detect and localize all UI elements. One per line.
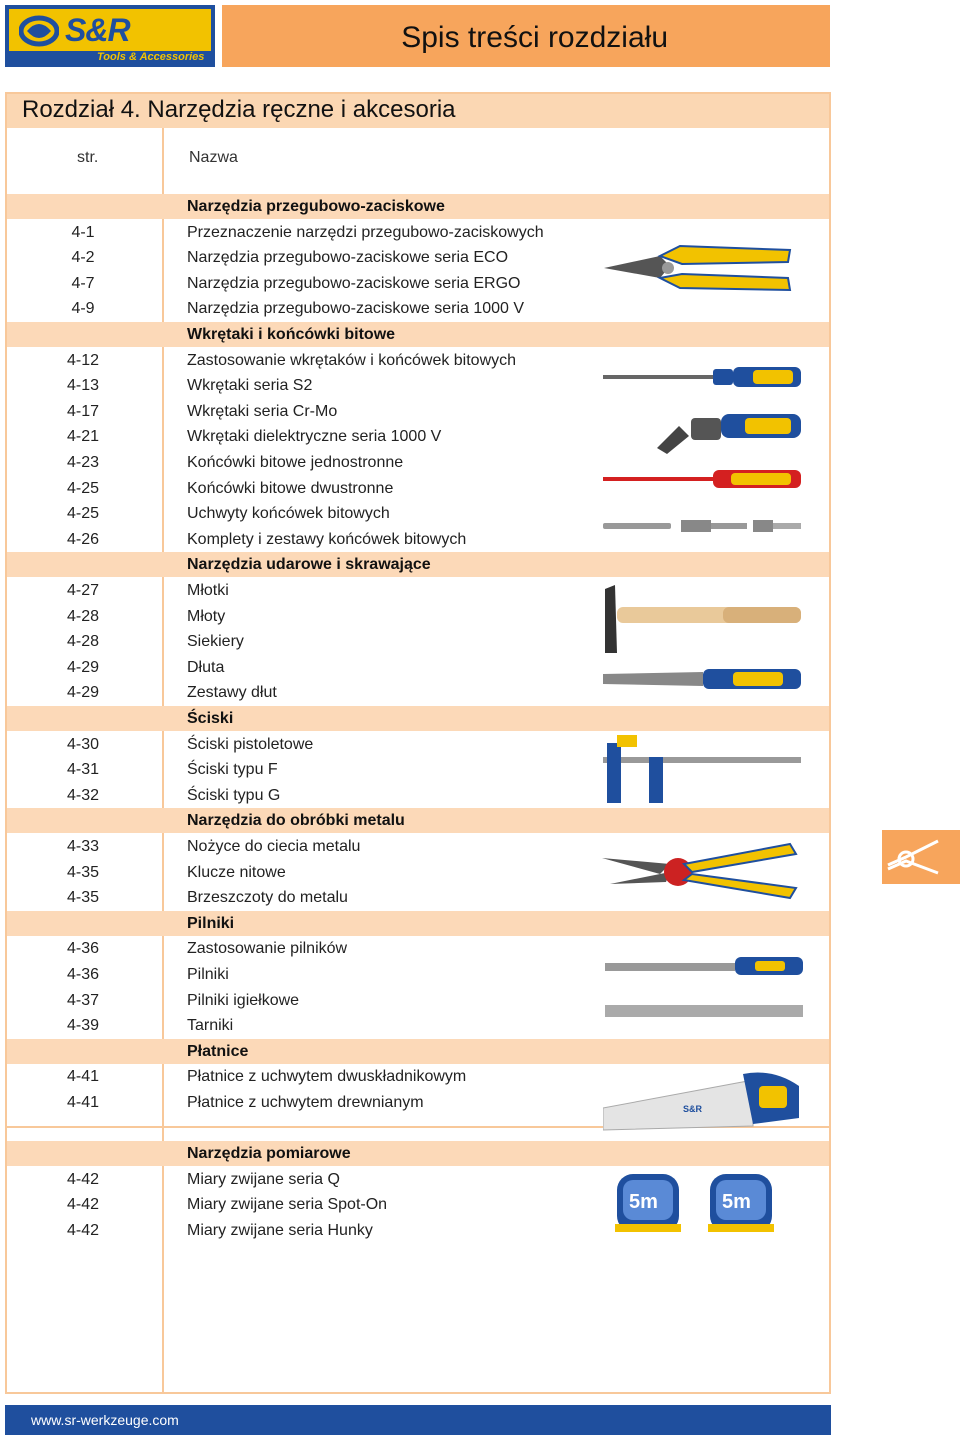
page-number: 4-41 <box>66 1068 100 1086</box>
section-row <box>7 322 829 347</box>
page-number: 4-36 <box>66 940 100 958</box>
section-title: Pilniki <box>187 914 235 932</box>
entry-name: Nożyce do ciecia metalu <box>187 838 361 855</box>
file-image <box>605 955 803 977</box>
page-number: 4-1 <box>71 223 95 241</box>
entry-name: Zastosowanie wkrętaków i końcówek bitowych <box>187 351 517 369</box>
page-number: 4-27 <box>66 582 100 599</box>
entry-name: Ściski typu G <box>187 786 281 804</box>
entry-name: Narzędzia przegubowo-zaciskowe seria ERGO <box>187 274 521 292</box>
chapter-title: Rozdział 4. Narzędzia ręczne i akcesoria <box>22 96 456 123</box>
page-title: Spis treści rozdziału <box>401 21 668 54</box>
page-number: 4-42 <box>66 1170 100 1188</box>
page-number: 4-17 <box>66 402 100 420</box>
entry-name: Zestawy dłut <box>187 684 277 702</box>
logo-swirl-icon <box>19 15 59 47</box>
section-title: Wkrętaki i końcówki bitowe <box>187 326 396 343</box>
table-row[interactable] <box>7 296 829 321</box>
section-row <box>7 706 829 731</box>
table-row[interactable] <box>7 1167 829 1192</box>
handsaw-image <box>603 1068 803 1134</box>
footer-url[interactable]: www.sr-werkzeuge.com <box>31 1412 179 1428</box>
section-title: Narzędzia przegubowo-zaciskowe <box>187 198 445 215</box>
metal-shears-image <box>600 840 800 904</box>
pliers-image <box>600 238 800 300</box>
section-row <box>7 552 829 577</box>
column-header-page: str. <box>77 149 99 166</box>
entry-name: Pilniki <box>187 966 229 983</box>
entry-name: Narzędzia przegubowo-zaciskowe seria 1000 V <box>187 300 525 318</box>
page-number: 4-35 <box>66 863 100 881</box>
table-row[interactable] <box>7 1218 829 1243</box>
page-number: 4-9 <box>71 300 95 318</box>
chapter-header <box>7 94 829 128</box>
brand-logo <box>5 5 215 67</box>
bits-image <box>603 517 803 535</box>
page-number: 4-29 <box>66 684 100 702</box>
table-row[interactable] <box>7 1192 829 1217</box>
logo-yellow-panel <box>9 9 211 51</box>
page-number: 4-37 <box>66 991 100 1009</box>
entry-name: Końcówki bitowe jednostronne <box>187 454 404 471</box>
entry-name: Młoty <box>187 607 226 625</box>
tape-measure-spot-on-image <box>708 1172 774 1234</box>
screwdriver-s2-image <box>603 364 803 390</box>
entry-name: Wkrętaki seria Cr-Mo <box>187 402 338 420</box>
entry-name: Komplety i zestawy końcówek bitowych <box>187 530 467 548</box>
entry-name: Dłuta <box>187 658 225 676</box>
logo-brand-text: S&R <box>65 12 130 48</box>
hammer-image <box>603 585 803 655</box>
page-number: 4-26 <box>66 530 100 548</box>
pliers-outline-icon <box>884 835 944 879</box>
section-row <box>7 808 829 833</box>
section-row <box>7 1039 829 1064</box>
entry-name: Miary zwijane seria Q <box>187 1170 340 1188</box>
page-number: 4-7 <box>71 274 95 292</box>
entry-name: Klucze nitowe <box>187 863 286 881</box>
column-header-name: Nazwa <box>189 149 238 166</box>
entry-name: Miary zwijane seria Spot-On <box>187 1196 388 1214</box>
section-row <box>7 1141 829 1166</box>
page-number: 4-39 <box>66 1017 100 1035</box>
section-title: Ściski <box>187 710 234 727</box>
header-bar <box>222 5 830 67</box>
entry-name: Ściski typu F <box>187 761 278 779</box>
section-title: Narzędzia pomiarowe <box>187 1145 351 1163</box>
page-number: 4-28 <box>66 633 100 651</box>
page-number: 4-2 <box>71 249 95 267</box>
entry-name: Wkrętaki dielektryczne seria 1000 V <box>187 428 442 446</box>
rasp-image <box>605 1002 803 1020</box>
chisel-image <box>603 666 803 692</box>
page-number: 4-23 <box>66 454 100 471</box>
entry-name: Narzędzia przegubowo-zaciskowe seria ECO <box>187 249 509 267</box>
page-number: 4-25 <box>66 479 100 497</box>
entry-name: Uchwyty końcówek bitowych <box>187 505 390 523</box>
entry-name: Końcówki bitowe dwustronne <box>187 479 394 497</box>
footer-bar <box>5 1405 831 1435</box>
page-number: 4-13 <box>66 377 100 395</box>
page-number: 4-25 <box>66 505 100 523</box>
entry-name: Płatnice z uchwytem dwuskładnikowym <box>187 1068 467 1086</box>
clamp-image <box>603 733 803 805</box>
section-title: Narzędzia do obróbki metalu <box>187 812 405 830</box>
screwdriver-bit-holder-image <box>655 404 803 456</box>
section-title: Płatnice <box>187 1042 249 1060</box>
entry-name: Siekiery <box>187 633 244 651</box>
entry-name: Pilniki igiełkowe <box>187 991 300 1009</box>
page-number: 4-35 <box>66 889 100 907</box>
entry-name: Ściski pistoletowe <box>187 735 314 753</box>
section-row <box>7 194 829 219</box>
section-title: Narzędzia udarowe i skrawające <box>187 556 431 574</box>
entry-name: Płatnice z uchwytem drewnianym <box>187 1094 424 1111</box>
page-number: 4-33 <box>66 838 100 855</box>
entry-name: Młotki <box>187 582 229 599</box>
page-number: 4-29 <box>66 658 100 676</box>
page-number: 4-32 <box>66 786 100 804</box>
entry-name: Brzeszczoty do metalu <box>187 889 348 907</box>
tape-measure-q-image <box>615 1172 681 1234</box>
entry-name: Tarniki <box>187 1017 234 1035</box>
page-number: 4-31 <box>66 761 100 779</box>
page-number: 4-42 <box>66 1196 100 1214</box>
tape-label-text: 5m <box>629 1191 658 1213</box>
saw-brand-text: S&R <box>683 1104 703 1114</box>
page-number: 4-36 <box>66 966 100 983</box>
page-number: 4-21 <box>66 428 100 446</box>
entry-name: Przeznaczenie narzędzi przegubowo-zaciskowych <box>187 223 544 241</box>
entry-name: Zastosowanie pilników <box>187 940 348 958</box>
screwdriver-1000v-image <box>603 466 803 492</box>
section-row <box>7 911 829 936</box>
page-number: 4-41 <box>66 1094 100 1111</box>
page-number: 4-12 <box>66 351 100 369</box>
entry-name: Miary zwijane seria Hunky <box>187 1222 373 1239</box>
chapter-side-tab[interactable] <box>882 830 960 884</box>
entry-name: Wkrętaki seria S2 <box>187 377 313 395</box>
tape-label-text: 5m <box>722 1191 751 1213</box>
page-number: 4-28 <box>66 607 100 625</box>
page-number: 4-30 <box>66 735 100 753</box>
page-number: 4-42 <box>66 1222 100 1239</box>
logo-tagline: Tools & Accessories <box>97 51 205 63</box>
